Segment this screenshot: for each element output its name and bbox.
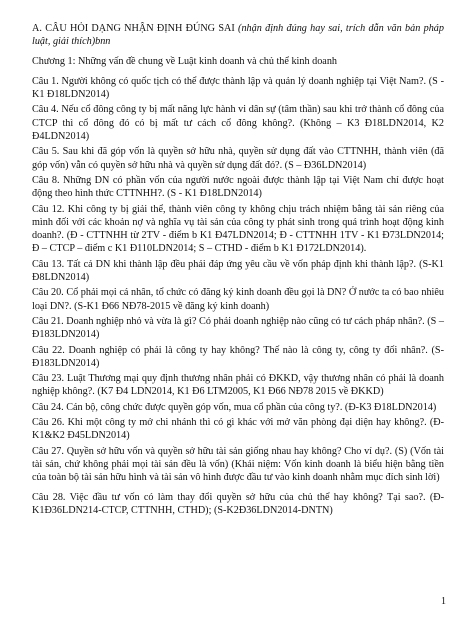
document-body xyxy=(32,22,444,519)
question-20: Câu 20. Cổ phải mọi cá nhân, tổ chức có đăng ký kinh doanh đều gọi là DN? Ở nước ta có bao nhiêu loại DN?. (S-K1 Đ66 NĐ78-2015 về đăng ký kinh doanh) xyxy=(32,287,444,312)
question-5: Câu 5. Sau khi đã góp vốn là quyền sở hữu nhà, quyền sử dụng đất vào CTTNHH, thành viên (đã góp vốn) vẫn có quyền sở hữu nhà và quyền sử dụng đất đó?. (S – Đ36LDN2014) xyxy=(32,146,444,171)
question-27: Câu 27. Quyền sở hữu vốn và quyền sở hữu tài sản giống nhau hay không? Cho ví dụ?. (S) (Vốn tài tài sản, chứ không phải mọi tài sản đều là vốn) (Khái niệm: Vốn kinh doanh là biểu hiện bằng tiền của toàn bộ tài sản hữu hình và tài sản vô hình được đầu tư vào kinh doanh nhằm mục đích sinh lời) xyxy=(32,445,444,484)
section-subtitle: (nhận định đúng hay sai, trích dẫn văn bản pháp luật, giải thích)bnn xyxy=(32,23,444,48)
question-8: Câu 8. Những DN có phần vốn của người nước ngoài được thành lập tại Việt Nam chỉ được hoạt động theo hình thức CTTNHH?. (S - K1 Đ18LDN2014) xyxy=(32,174,444,200)
question-22: Câu 22. Doanh nghiệp có phải là công ty hay không? Thế nào là công ty, công ty đối nhân?. (S-Đ183LDN2014) xyxy=(32,344,444,369)
question-28: Câu 28. Việc đầu tư vốn có làm thay đổi quyền sở hữu của chủ thể hay không? Tại sao?. (Đ- K1Đ36LDN214-CTCP, CTTNHH, CTHD); (S-K2Đ36LDN2014-DNTN) xyxy=(32,491,444,516)
section-title: A. CÂU HỎI DẠNG NHẬN ĐỊNH ĐÚNG SAI xyxy=(32,23,235,34)
page-number: 1 xyxy=(441,596,446,607)
chapter-heading: Chương 1: Những vấn đề chung về Luật kinh doanh và chủ thể kinh doanh xyxy=(32,55,338,67)
question-1: Câu 1. Người không có quốc tịch có thể được thành lập và quản lý doanh nghiệp tại Việt Nam?. (S - K1 Đ18LDN2014) xyxy=(32,75,444,101)
question-26: Câu 26. Khi một công ty mở chi nhánh thì có gì khác với mở văn phòng đại diện hay không?. (Đ-K1&K2 Đ45LDN2014) xyxy=(32,417,444,442)
question-4: Câu 4. Nếu cổ đông công ty bị mất năng lực hành vi dân sự (tâm thần) sau khi trở thành cổ đông của CTCP thì cổ đông đó có bị mất tư cách cổ đông không?. (Không – K3 Đ18LDN2014, K2 Đ4LDN2014) xyxy=(32,104,444,143)
question-24: Câu 24. Cán bộ, công chức được quyền góp vốn, mua cổ phần của công ty?. (Đ-K3 Đ18LDN2014) xyxy=(32,401,437,413)
section-header xyxy=(32,22,444,49)
question-23: Câu 23. Luật Thương mại quy định thương nhân phải có ĐKKD, vậy thương nhân có phải là doanh nghiệp không?. (K7 Đ4 LDN2014, K1 Đ6 LTM2005, K1 Đ66 NĐ78 2015 về ĐKKD) xyxy=(32,373,444,398)
question-13: Câu 13. Tất cả DN khi thành lập đều phải đáp ứng yêu cầu về vốn pháp định khi thành lập?. (S-K1 Đ8LDN2014) xyxy=(32,258,444,284)
question-12: Câu 12. Khi công ty bị giải thể, thành viên công ty không chịu trách nhiệm bằng tài sản riêng của mình đối với các khoản nợ và nghĩa vụ tài sản của công ty phát sinh trong quá trình hoạt động kinh doanh?. (Đ - CTTNHH từ 2TV - điểm b K1 Đ47LDN2014; Đ - CTTNHH 1TV - K1 Đ73LDN2014; Đ – CTCP – điểm c K1 Đ110LDN2014; S – CTHD - điểm b K1 Đ172LDN2014). xyxy=(32,203,444,255)
question-21: Câu 21. Doanh nghiệp nhỏ và vừa là gì? Có phải doanh nghiệp nào cũng có tư cách pháp nhân?. (S – Đ183LDN2014) xyxy=(32,315,444,341)
